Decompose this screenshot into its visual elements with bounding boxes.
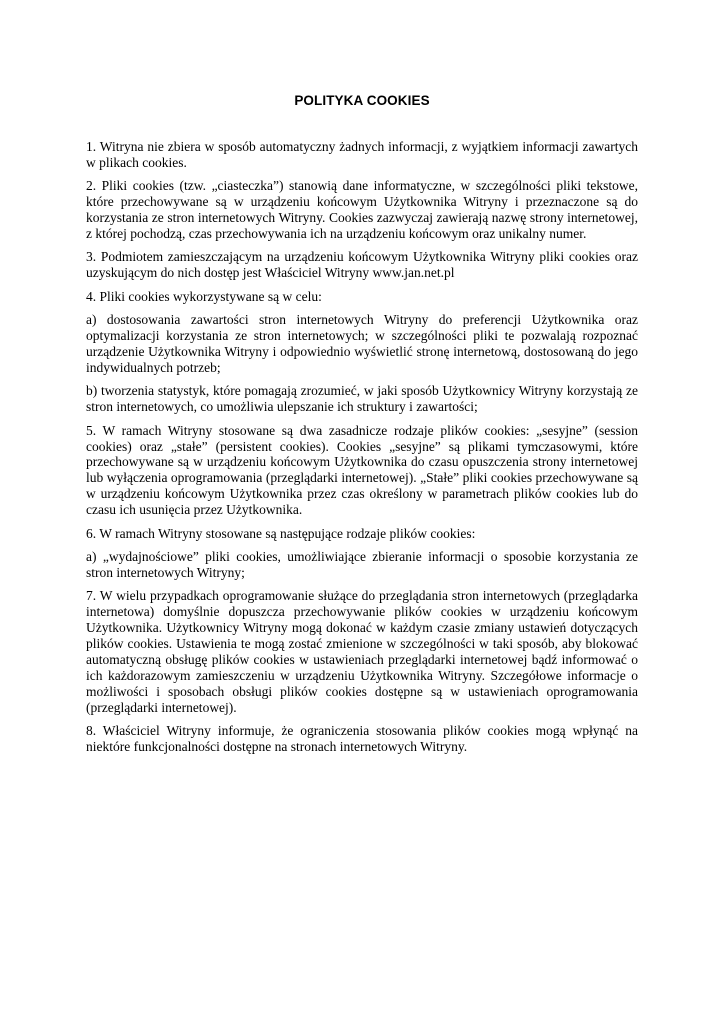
paragraph-1: 1. Witryna nie zbiera w sposób automatyczny żadnych informacji, z wyjątkiem informacji zawartych w plikach cookies. — [86, 139, 638, 170]
paragraph-2: 2. Pliki cookies (tzw. „ciasteczka”) stanowią dane informatyczne, w szczególności pliki tekstowe, które przechowywane są w urządzeniu końcowym Użytkownika Witryny i przeznaczone są do korzystania ze stron internetowych Witryny. Cookies zazwyczaj zawierają nazwę strony internetowej, z której pochodzą, czas przechowywania ich na urządzeniu końcowym oraz unikalny numer. — [86, 178, 638, 242]
paragraph-3: 3. Podmiotem zamieszczającym na urządzeniu końcowym Użytkownika Witryny pliki cookies oraz uzyskującym do nich dostęp jest Właściciel Witryny www.jan.net.pl — [86, 249, 638, 281]
document-body — [86, 139, 638, 762]
paragraph-4: 4. Pliki cookies wykorzystywane są w celu: — [86, 288, 322, 304]
paragraph-6a: a) „wydajnościowe” pliki cookies, umożliwiające zbieranie informacji o sposobie korzystania ze stron internetowych Witryny; — [86, 548, 638, 580]
paragraph-6: 6. W ramach Witryny stosowane są następujące rodzaje plików cookies: — [86, 525, 476, 541]
paragraph-7: 7. W wielu przypadkach oprogramowanie służące do przeglądania stron internetowych (przeglądarka internetowa) domyślnie dopuszcza przechowywanie plików cookies w urządzeniu końcowym Użytkownika. Użytkownicy Witryny mogą dokonać w każdym czasie zmiany ustawień dotyczących plików cookies. Ustawienia te mogą zostać zmienione w szczególności w taki sposób, aby blokować automatyczną obsługę plików cookies w ustawieniach przeglądarki internetowej bądź informować o ich każdorazowym zamieszczeniu w urządzeniu Użytkownika Witryny. Szczegółowe informacje o możliwości i sposobach obsługi plików cookies dostępne są w ustawieniach oprogramowania (przeglądarki internetowej). — [86, 588, 638, 715]
paragraph-4b: b) tworzenia statystyk, które pomagają zrozumieć, w jaki sposób Użytkownicy Witryny korzystają ze stron internetowych, co umożliwia ulepszanie ich struktury i zawartości; — [86, 383, 638, 415]
paragraph-4a: a) dostosowania zawartości stron internetowych Witryny do preferencji Użytkownika oraz optymalizacji korzystania ze stron internetowych; w szczególności pliki te pozwalają rozpoznać urządzenie Użytkownika Witryny i odpowiednio wyświetlić stronę internetową, dostosowaną do jego indywidualnych potrzeb; — [86, 312, 638, 375]
page-title: POLITYKA COOKIES — [294, 93, 430, 108]
paragraph-5: 5. W ramach Witryny stosowane są dwa zasadnicze rodzaje plików cookies: „sesyjne” (session cookies) oraz „stałe” (persistent cookies). Cookies „sesyjne” są plikami tymczasowymi, które przechowywane są w urządzeniu końcowym Użytkownika do czasu opuszczenia strony internetowej lub wyłączenia oprogramowania (przeglądarki internetowej). „Stałe” pliki cookies przechowywane są w urządzeniu końcowym Użytkownika przez czas określony w parametrach plików cookies lub do czasu ich usunięcia przez Użytkownika. — [86, 422, 638, 518]
paragraph-8: 8. Właściciel Witryny informuje, że ograniczenia stosowania plików cookies mogą wpłynąć na niektóre funkcjonalności dostępne na stronach internetowych Witryny. — [86, 723, 638, 754]
